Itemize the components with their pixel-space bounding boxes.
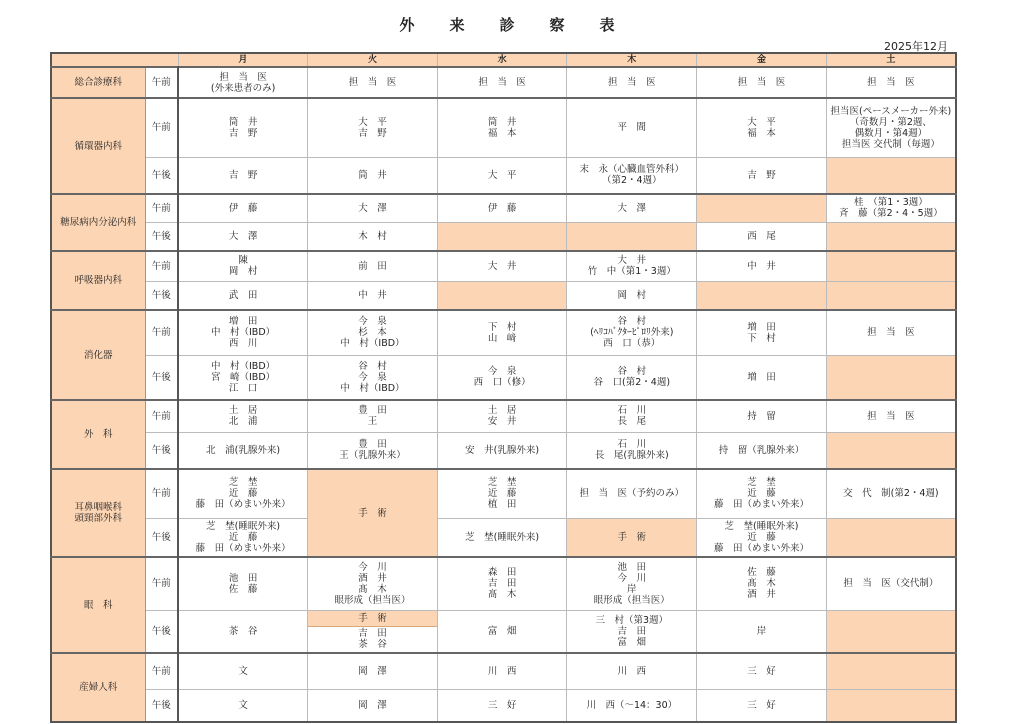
session-label: 午前 — [145, 194, 178, 222]
doctor-slot: 今 泉 西 口（修） — [437, 355, 567, 400]
schedule-row — [51, 557, 956, 610]
doctor-slot: 担 当 医 — [567, 67, 697, 98]
empty-slot — [697, 194, 827, 222]
doctor-slot: 伊 藤 — [437, 194, 567, 222]
session-label: 午前 — [145, 557, 178, 610]
doctor-slot: 担 当 医（交代制） — [826, 557, 956, 610]
doctor-slot: 富 畑 — [437, 610, 567, 653]
session-label: 午前 — [145, 67, 178, 98]
doctor-slot: 芝 埜(睡眠外来) — [437, 518, 567, 557]
schedule-row — [51, 355, 956, 400]
doctor-slot: 担 当 医 — [826, 400, 956, 432]
schedule-row — [51, 689, 956, 722]
doctor-slot: 担当医(ペースメーカー外来) （奇数月・第2週、 偶数月・第4週） 担当医 交代制（毎週） — [826, 98, 956, 157]
doctor-slot: 末 永（心臓血管外科） （第2・4週） — [567, 157, 697, 194]
doctor-slot: 三 村（第3週） 吉 田 富 畑 — [567, 610, 697, 653]
doctor-slot: 桂 （第1・3週） 斉 藤（第2・4・5週） — [826, 194, 956, 222]
doctor-slot: 前 田 — [308, 251, 438, 281]
empty-slot — [826, 355, 956, 400]
empty-slot — [826, 281, 956, 310]
doctor-slot: 土 居 北 浦 — [178, 400, 308, 432]
session-label: 午後 — [145, 157, 178, 194]
doctor-slot: 佐 藤 髙 木 酒 井 — [697, 557, 827, 610]
department-name: 呼吸器内科 — [51, 251, 145, 310]
doctor-slot: 谷 村 今 泉 中 村（IBD） — [308, 355, 438, 400]
doctor-slot: 豊 田 王 — [308, 400, 438, 432]
day-header: 土 — [826, 53, 956, 67]
doctor-slot: 大 平 — [437, 157, 567, 194]
doctor-slot: 谷 村 谷 口(第2・4週) — [567, 355, 697, 400]
day-header: 水 — [437, 53, 567, 67]
header-corner — [51, 53, 178, 67]
doctor-slot: 今 泉 杉 本 中 村（IBD） — [308, 310, 438, 355]
session-label: 午前 — [145, 251, 178, 281]
session-label: 午前 — [145, 98, 178, 157]
doctor-slot: 川 西 — [567, 653, 697, 689]
doctor-slot: 伊 藤 — [178, 194, 308, 222]
session-label: 午前 — [145, 469, 178, 518]
doctor-slot: 増 田 下 村 — [697, 310, 827, 355]
session-label: 午前 — [145, 310, 178, 355]
schedule-row — [51, 157, 956, 194]
department-name: 循環器内科 — [51, 98, 145, 194]
schedule-row — [51, 400, 956, 432]
doctor-slot: 森 田 吉 田 髙 木 — [437, 557, 567, 610]
doctor-slot: 大 澤 — [308, 194, 438, 222]
empty-slot — [826, 518, 956, 557]
department-name: 外 科 — [51, 400, 145, 469]
session-label: 午後 — [145, 281, 178, 310]
schedule-row — [51, 518, 956, 557]
empty-slot — [826, 251, 956, 281]
header-row — [51, 53, 956, 67]
doctor-slot: 担 当 医（予約のみ） — [567, 469, 697, 518]
session-label: 午後 — [145, 518, 178, 557]
doctor-slot: 中 井 — [308, 281, 438, 310]
schedule-row — [51, 610, 956, 653]
empty-slot — [697, 281, 827, 310]
doctor-slot: 木 村 — [308, 222, 438, 251]
session-label: 午前 — [145, 653, 178, 689]
day-header: 木 — [567, 53, 697, 67]
schedule-row — [51, 653, 956, 689]
department-name: 産婦人科 — [51, 653, 145, 722]
doctor-slot: 茶 谷 — [178, 610, 308, 653]
day-header: 月 — [178, 53, 308, 67]
doctor-slot-part: 吉 田 茶 谷 — [358, 628, 387, 651]
session-label: 午後 — [145, 355, 178, 400]
doctor-slot: 池 田 今 川 岸 眼形成（担当医） — [567, 557, 697, 610]
doctor-slot: 持 留（乳腺外来） — [697, 432, 827, 469]
doctor-slot: 筒 井 — [308, 157, 438, 194]
schedule-row — [51, 251, 956, 281]
schedule-month: 2025年12月 — [884, 40, 948, 53]
doctor-slot: 土 居 安 井 — [437, 400, 567, 432]
doctor-slot: 安 井(乳腺外来) — [437, 432, 567, 469]
doctor-slot: 大 平 福 本 — [697, 98, 827, 157]
empty-slot — [437, 222, 567, 251]
doctor-slot: 池 田 佐 藤 — [178, 557, 308, 610]
empty-slot — [826, 610, 956, 653]
schedule-row — [51, 281, 956, 310]
doctor-slot: 筒 井 吉 野 — [178, 98, 308, 157]
doctor-slot: 下 村 山 﨑 — [437, 310, 567, 355]
department-name: 眼 科 — [51, 557, 145, 653]
schedule-row — [51, 98, 956, 157]
doctor-slot: 今 川 酒 井 髙 木 眼形成（担当医） — [308, 557, 438, 610]
schedule-row — [51, 194, 956, 222]
doctor-slot: 大 澤 — [178, 222, 308, 251]
doctor-slot: 持 留 — [697, 400, 827, 432]
doctor-slot: 川 西（～14：30） — [567, 689, 697, 722]
doctor-slot: 中 井 — [697, 251, 827, 281]
doctor-slot: 岡 澤 — [308, 689, 438, 722]
doctor-slot: 平 間 — [567, 98, 697, 157]
doctor-slot: 川 西 — [437, 653, 567, 689]
outpatient-schedule-table — [50, 52, 957, 723]
doctor-slot: 担 当 医 — [697, 67, 827, 98]
doctor-slot: 石 川 長 尾 — [567, 400, 697, 432]
session-label: 午後 — [145, 222, 178, 251]
doctor-slot: 手 術 — [567, 518, 697, 557]
doctor-slot: 芝 埜(睡眠外来) 近 藤 藤 田（めまい外来） — [178, 518, 308, 557]
day-header: 火 — [308, 53, 438, 67]
doctor-slot: 石 川 長 尾(乳腺外来) — [567, 432, 697, 469]
empty-slot — [437, 281, 567, 310]
empty-slot — [567, 222, 697, 251]
doctor-slot: 文 — [178, 653, 308, 689]
doctor-slot: 武 田 — [178, 281, 308, 310]
session-label: 午前 — [145, 400, 178, 432]
doctor-slot: 筒 井 福 本 — [437, 98, 567, 157]
doctor-slot: 岸 — [697, 610, 827, 653]
doctor-slot: 中 村（IBD） 宮 崎（IBD） 江 口 — [178, 355, 308, 400]
department-name: 糖尿病内分泌内科 — [51, 194, 145, 251]
session-label: 午後 — [145, 432, 178, 469]
doctor-slot: 担 当 医 — [826, 310, 956, 355]
doctor-slot: 豊 田 王（乳腺外来） — [308, 432, 438, 469]
empty-slot — [826, 222, 956, 251]
doctor-slot: 大 平 吉 野 — [308, 98, 438, 157]
page-title: 外 来 診 察 表 — [399, 16, 625, 34]
doctor-slot: 大 井 — [437, 251, 567, 281]
doctor-slot: 芝 埜 近 藤 藤 田（めまい外来） — [178, 469, 308, 518]
doctor-slot: 芝 埜 近 藤 植 田 — [437, 469, 567, 518]
department-name: 総合診療科 — [51, 67, 145, 98]
doctor-slot-part: 手 術 — [308, 611, 437, 627]
schedule-row — [51, 67, 956, 98]
doctor-slot: 増 田 中 村（IBD） 西 川 — [178, 310, 308, 355]
department-name: 耳鼻咽喉科 頭頸部外科 — [51, 469, 145, 557]
doctor-slot: 吉 野 — [697, 157, 827, 194]
doctor-slot: 文 — [178, 689, 308, 722]
doctor-slot: 北 浦(乳腺外来) — [178, 432, 308, 469]
doctor-slot: 三 好 — [437, 689, 567, 722]
doctor-slot: 西 尾 — [697, 222, 827, 251]
doctor-slot: 岡 村 — [567, 281, 697, 310]
doctor-slot: 芝 埜(睡眠外来) 近 藤 藤 田（めまい外来） — [697, 518, 827, 557]
doctor-slot: 岡 澤 — [308, 653, 438, 689]
doctor-slot: 交 代 制(第2・4週) — [826, 469, 956, 518]
empty-slot — [826, 689, 956, 722]
doctor-slot: 陳 岡 村 — [178, 251, 308, 281]
doctor-slot: 増 田 — [697, 355, 827, 400]
schedule-row — [51, 222, 956, 251]
doctor-slot: 芝 埜 近 藤 藤 田（めまい外来） — [697, 469, 827, 518]
doctor-slot: 谷 村 (ﾍﾘｺﾊﾞｸﾀｰﾋﾟﾛﾘ外来) 西 口（恭） — [567, 310, 697, 355]
doctor-slot: 三 好 — [697, 653, 827, 689]
doctor-slot: 大 澤 — [567, 194, 697, 222]
doctor-slot: 吉 野 — [178, 157, 308, 194]
schedule-row — [51, 432, 956, 469]
doctor-slot: 担 当 医 — [308, 67, 438, 98]
day-header: 金 — [697, 53, 827, 67]
doctor-slot: 担 当 医 — [437, 67, 567, 98]
empty-slot — [826, 157, 956, 194]
empty-slot — [826, 432, 956, 469]
empty-slot — [826, 653, 956, 689]
doctor-slot: 三 好 — [697, 689, 827, 722]
doctor-slot — [308, 610, 438, 653]
doctor-slot: 手 術 — [308, 469, 438, 557]
doctor-slot: 担 当 医 — [826, 67, 956, 98]
session-label: 午後 — [145, 689, 178, 722]
schedule-row — [51, 469, 956, 518]
doctor-slot: 大 井 竹 中（第1・3週） — [567, 251, 697, 281]
session-label: 午後 — [145, 610, 178, 653]
department-name: 消化器 — [51, 310, 145, 400]
schedule-row — [51, 310, 956, 355]
doctor-slot: 担 当 医 (外来患者のみ) — [178, 67, 308, 98]
